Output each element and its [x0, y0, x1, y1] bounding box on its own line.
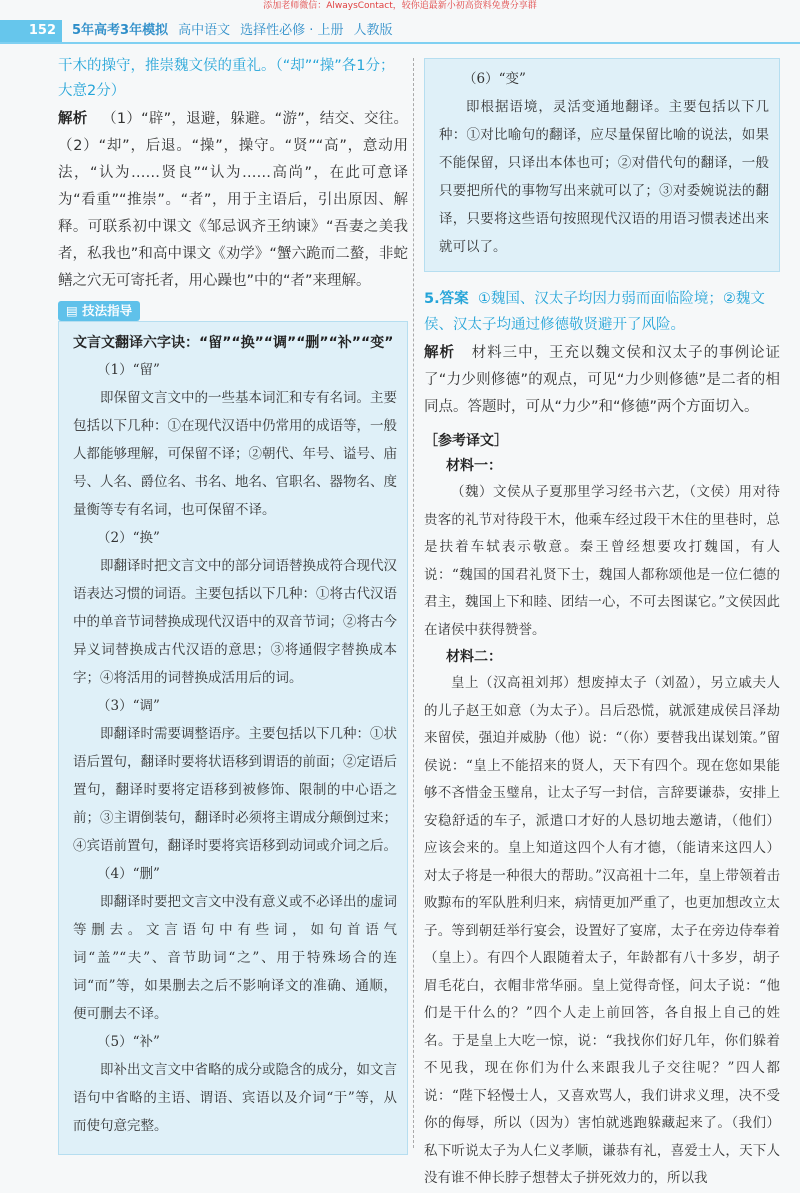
q5-answer: [424, 286, 780, 338]
series-name: 5年高考3年模拟: [72, 23, 169, 38]
material-2-translation: 皇上（汉高祖刘邦）想废掉太子（刘盈），另立戚夫人的儿子赵王如意（为太子）。吕后恐慌，就派建成侯吕泽劫来留侯，强迫并威胁（他）说：“（你）要替我出谋划策。”留侯说：“皇上不能招来的贤人，天下有四个。现在您如果能够不吝惜金玉璧帛，让太子写一封信，言辞要谦恭，安排上安稳舒适的车子，派遣口才好的人恳切地去邀请，（他们）应该会来的。皇上知道这四个人有才德，（能请来这四人）对太子将是一种很大的帮助。”汉高祖十二年，皇上带领着击败黥布的军队胜利归来，病情更加严重了，也更加想改立太子。等到朝廷举行宴会，设置好了宴席，太子在旁边侍奉着（皇上）。有四个人跟随着太子，年龄都有八十多岁，胡子眉毛花白，衣帽非常华丽。皇上觉得奇怪，问太子说：“他们是干什么的？”四个人走上前回答，各自报上自己的姓名。于是皇上大吃一惊，说：“我找你们好几年，你们躲着不见我，现在你们为什么来跟我儿子交往呢？”四人都说：“陛下轻慢士人，又喜欢骂人，我们讲求义理，决不受你的侮辱，所以（因为）害怕就逃跑躲藏起来了。（我们）私下听说太子为人仁义孝顺，谦恭有礼，喜爱士人，天下人没有谁不伸长脖子想替太子拼死效力的，所以我: [424, 675, 780, 1186]
material-1-heading: 材料一：: [446, 458, 502, 474]
left-column: [58, 54, 408, 1155]
q5-analysis: [424, 340, 780, 421]
tip-body-1: 即保留文言文中的一些基本词汇和专有名词。主要包括以下几种：①在现代汉语中仍常用的成语等，一般人都能够理解，可保留不译；②朝代、年号、谥号、庙号、人名、爵位名、书名、地名、官职名、器物名、度量衡等专有名词，也可保留不译。: [73, 390, 397, 518]
analysis-text: （1）“辟”，退避，躲避。“游”，结交、交往。（2）“却”，后退。“操”，操守。“贤”“高”，意动用法，“认为……贤良”“认为……高尚”，在此可意译为“看重”“推崇”。“者”，用于主语后，引出原因、解释。可联系初中课文《邹忌讽齐王纳谏》“吾妻之美我者，私我也”和高中课文《劝学》“蟹六跪而二螯，非蛇鳝之穴无可寄托者，用心躁也”中的“者”来理解。: [58, 111, 408, 289]
tip-body-6: 即根据语境，灵活变通地翻译。主要包括以下几种：①对比喻句的翻译，应尽量保留比喻的说法，如果不能保留，只译出本体也可；②对借代句的翻译，一般只要把所代的事物写出来就可以了；③对委婉说法的翻译，只要将这些语句按照现代汉语的用语习惯表述出来就可以了。: [439, 99, 769, 255]
tip-head-6: （6）“变”: [463, 71, 526, 87]
q5-answer-label: 答案: [439, 291, 469, 307]
reference-translation-heading: ［参考译文］: [424, 433, 508, 449]
tip-head-2: （2）“换”: [97, 530, 160, 546]
book-name: 选择性必修 · 上册: [240, 23, 344, 38]
tip-box: [58, 321, 408, 1155]
q5-number: 5.: [424, 291, 440, 307]
tip-tag-label: 技法指导: [82, 303, 133, 318]
tip-body-3: 即翻译时需要调整语序。主要包括以下几种：①状语后置句，翻译时要将状语移到谓语的前面；②定语后置句，翻译时要将定语移到被修饰、限制的中心语之前；③主谓倒装句，翻译时必须将主谓成分颠倒过来；④宾语前置句，翻译时要将宾语移到动词或介词之后。: [73, 726, 397, 854]
q5-answer-text: ①魏国、汉太子均因力弱而面临险境；②魏文侯、汉太子均通过修德敬贤避开了风险。: [424, 291, 765, 333]
watermark: 添加老师微信：AlwaysContact，较你追最新小初高资料免费分享群: [263, 1, 537, 11]
tip-title: 文言文翻译六字诀：“留”“换”“调”“删”“补”“变”: [73, 335, 394, 351]
book-icon: ▤: [66, 303, 83, 318]
tip-box-continued: [424, 58, 780, 272]
tip-head-1: （1）“留”: [97, 362, 160, 378]
q5-analysis-label: 解析: [424, 345, 455, 361]
tip-tag: [58, 301, 140, 321]
q5-analysis-text: 材料三中，王充以魏文侯和汉太子的事例论证了“力少则修德”的观点，可见“力少则修德”是二者的相同点。答题时，可从“力少”和“修德”两个方面切入。: [424, 345, 781, 415]
edition: 人教版: [353, 23, 393, 38]
analysis-paragraph: [58, 106, 408, 295]
subject: 高中语文: [178, 23, 231, 38]
material-2-heading: 材料二：: [446, 649, 502, 665]
tip-head-3: （3）“调”: [97, 698, 160, 714]
analysis-label: 解析: [58, 111, 88, 127]
material-1-translation: （魏）文侯从子夏那里学习经书六艺，（文侯）用对待贵客的礼节对待段干木，他乘车经过段干木住的里巷时，总是扶着车轼表示敬意。秦王曾经想要攻打魏国，有人说：“魏国的国君礼贤下士，魏国人都称颂他是一位仁德的君主，魏国上下和睦、团结一心，不可去图谋它。”文侯因此在诸侯中获得赞誉。: [424, 484, 780, 638]
tip-head-4: （4）“删”: [97, 866, 160, 882]
column-divider: [413, 58, 414, 1148]
header-rule: [0, 42, 800, 44]
tip-body-4: 即翻译时要把文言文中没有意义或不必译出的虚词等删去。文言语句中有些词，如句首语气词“盖”“夫”、音节助词“之”、用于特殊场合的连词“而”等，如果删去之后不影响译文的准确、通顺，便可删去不译。: [73, 894, 397, 1022]
page-number: 152: [0, 20, 62, 42]
right-column: [424, 58, 780, 1193]
tip-body-2: 即翻译时把文言文中的部分词语替换成符合现代汉语表达习惯的词语。主要包括以下几种：①将古代汉语中的单音节词替换成现代汉语中的双音节词；②将古今异义词替换成古代汉语的意思；③将通假字替换成本字；④将活用的词替换成活用后的词。: [73, 558, 397, 686]
answer-continued: 干木的操守，推崇魏文侯的重礼。（“却”“操”各1分；大意2分）: [58, 58, 395, 99]
page-header: [0, 18, 800, 42]
tip-head-5: （5）“补”: [97, 1034, 160, 1050]
tip-body-5: 即补出文言文中省略的成分或隐含的成分，如文言语句中省略的主语、谓语、宾语以及介词“于”等，从而使句意完整。: [73, 1062, 397, 1134]
header-title: [72, 22, 403, 40]
